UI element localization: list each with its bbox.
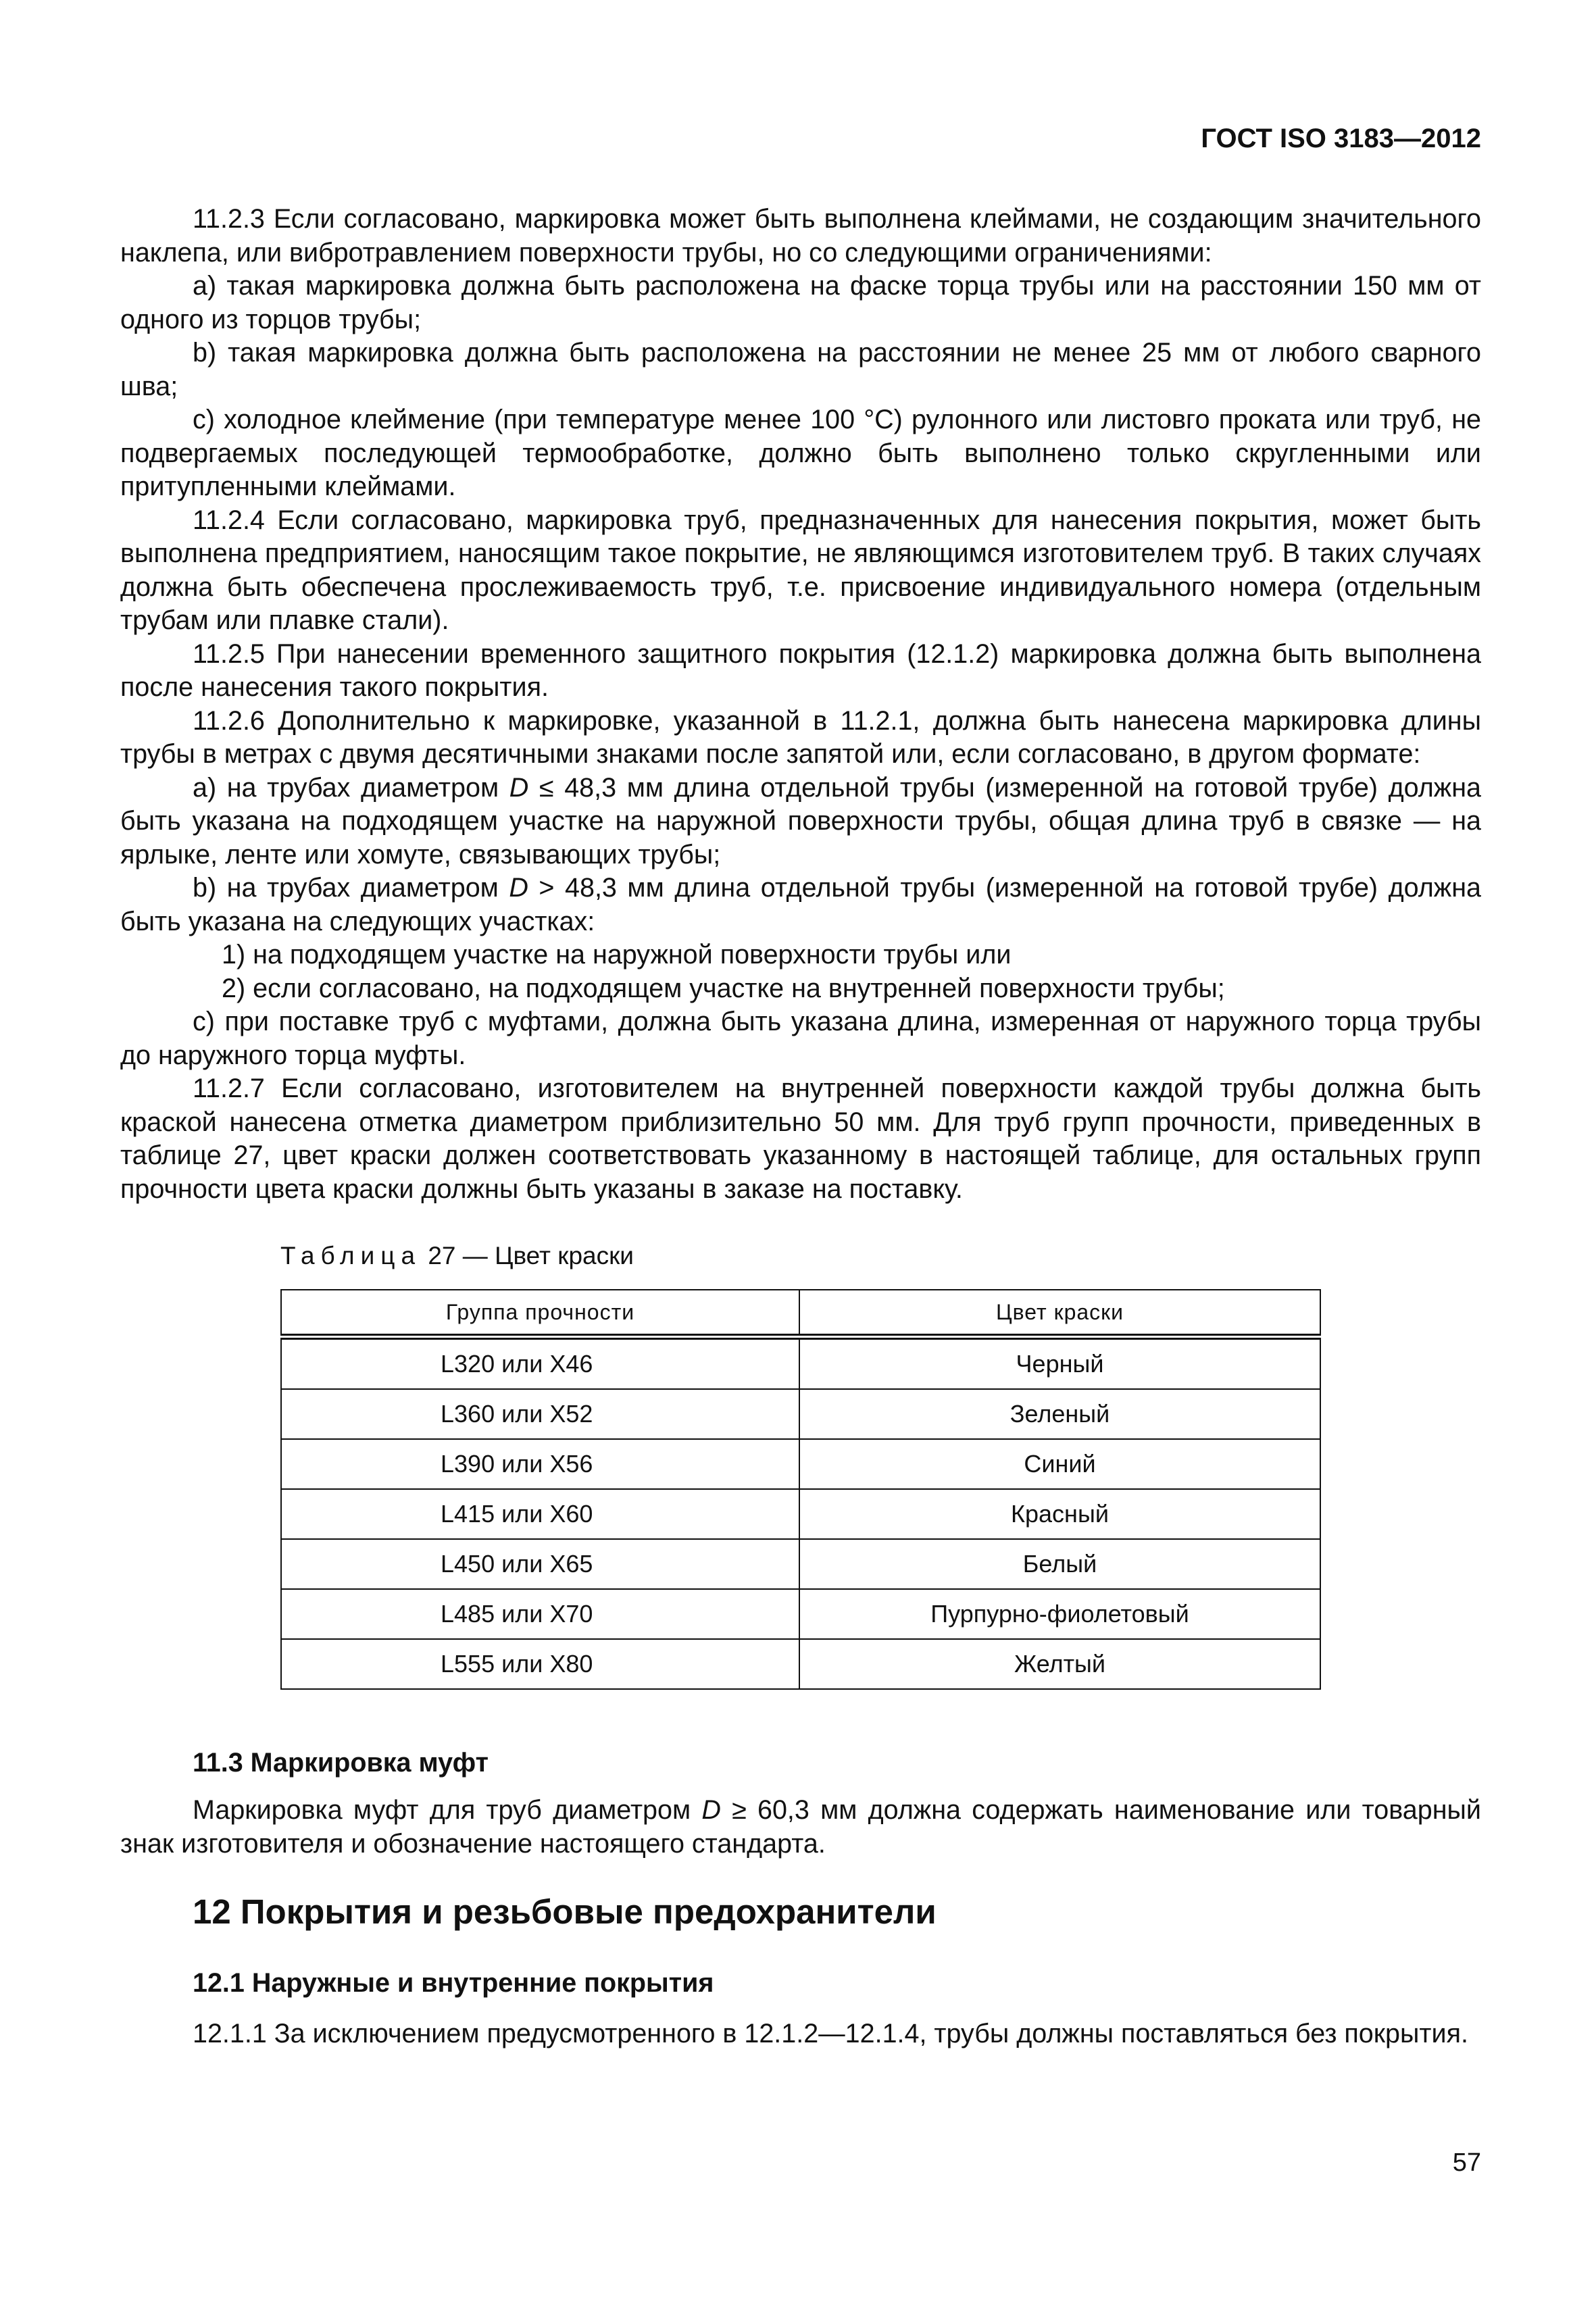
- table-row: [281, 1337, 1320, 1390]
- paragraph-12-1-1: 12.1.1 За исключением предусмотренного в 12.1.2—12.1.4, трубы должны поставляться без покрытия.: [193, 2019, 1468, 2048]
- paragraph-11-2-6-c: с) при поставке труб с муфтами, должна быть указана длина, измеренная от наружного торца трубы до наружного торца муфты.: [120, 1007, 1481, 1070]
- paragraph-11-2-6-a: [120, 772, 1481, 872]
- paint-color-cell: Синий: [799, 1439, 1320, 1489]
- section-12-title: 12 Покрытия и резьбовые предохранители: [193, 1892, 937, 1931]
- standard-code-header: ГОСТ ISO 3183—2012: [1201, 124, 1481, 153]
- strength-group-cell: L450 или X65: [281, 1539, 799, 1589]
- paragraph-11-2-6-b-pre: b) на трубах диаметром: [193, 873, 509, 903]
- strength-group-cell: L555 или X80: [281, 1639, 799, 1689]
- paint-color-table: [280, 1289, 1321, 1690]
- table-row: [281, 1389, 1320, 1439]
- paragraph-11-3-pre: Маркировка муфт для труб диаметром: [193, 1795, 702, 1825]
- table-row: [281, 1539, 1320, 1589]
- table-row: [281, 1489, 1320, 1539]
- paragraph-11-3: [120, 1794, 1481, 1861]
- strength-group-cell: L360 или X52: [281, 1389, 799, 1439]
- table-header-row: [281, 1290, 1320, 1337]
- strength-group-cell: L390 или X56: [281, 1439, 799, 1489]
- paragraph-11-2-3-c: с) холодное клеймение (при температуре менее 100 °С) рулонного или листовго проката или труб, не подвергаемых последующей термообработке, должно быть выполнено только скругленными или притупленными клеймами.: [120, 405, 1481, 501]
- table-caption-word: Таблица: [280, 1242, 422, 1269]
- page-number: 57: [1452, 2148, 1481, 2177]
- main-text-block: [120, 203, 1481, 1206]
- paint-color-cell: Желтый: [799, 1639, 1320, 1689]
- table-caption: [280, 1242, 634, 1270]
- paint-color-cell: Черный: [799, 1337, 1320, 1390]
- paint-color-cell: Красный: [799, 1489, 1320, 1539]
- paragraph-11-2-3: 11.2.3 Если согласовано, маркировка может быть выполнена клеймами, не создающим значительного наклепа, или вибротравлением поверхности трубы, но со следующими ограничениями:: [120, 204, 1481, 268]
- paragraph-11-3-post: ≥ 60,3 мм должна содержать наименование или товарный знак изготовителя и обозначение настоящего стандарта.: [120, 1795, 1481, 1859]
- section-11-3-title: 11.3 Маркировка муфт: [193, 1748, 489, 1778]
- strength-group-cell: L320 или X46: [281, 1337, 799, 1390]
- paragraph-11-2-5: 11.2.5 При нанесении временного защитного покрытия (12.1.2) маркировка должна быть выполнена после нанесения такого покрытия.: [120, 638, 1481, 702]
- diameter-symbol: D: [509, 772, 529, 803]
- paragraph-11-2-6-b-2: 2) если согласовано, на подходящем участке на внутренней поверхности трубы;: [222, 973, 1225, 1003]
- strength-group-cell: L415 или X60: [281, 1489, 799, 1539]
- paragraph-11-2-3-a: а) такая маркировка должна быть расположена на фаске торца трубы или на расстоянии 150 мм от одного из торцов трубы;: [120, 271, 1481, 334]
- diameter-symbol: D: [701, 1795, 721, 1825]
- table-caption-rest: 27 — Цвет краски: [421, 1242, 634, 1269]
- paragraph-11-2-6-b-1: 1) на подходящем участке на наружной поверхности трубы или: [222, 940, 1012, 970]
- paragraph-11-2-6-b: [120, 872, 1481, 938]
- paragraph-11-2-6-b-post: > 48,3 мм длина отдельной трубы (измеренной на готовой трубе) должна быть указана на следующих участках:: [120, 873, 1481, 936]
- section-12-1-title: 12.1 Наружные и внутренние покрытия: [193, 1968, 714, 1998]
- paint-color-cell: Пурпурно-фиолетовый: [799, 1589, 1320, 1639]
- paragraph-11-2-6: 11.2.6 Дополнительно к маркировке, указанной в 11.2.1, должна быть нанесена маркировка длины трубы в метрах с двумя десятичными знаками после запятой или, если согласовано, в другом формате:: [120, 705, 1481, 769]
- paragraph-11-2-7: 11.2.7 Если согласовано, изготовителем на внутренней поверхности каждой трубы должна быть краской нанесена отметка диаметром приблизительно 50 мм. Для труб групп прочности, приведенных в таблице 27, цвет краски должен соответствовать указанному в настоящей таблице, для остальных групп прочности цвета краски должны быть указаны в заказе на поставку.: [120, 1074, 1481, 1204]
- table-row: [281, 1439, 1320, 1489]
- paragraph-11-2-6-a-pre: а) на трубах диаметром: [193, 772, 509, 803]
- strength-group-cell: L485 или X70: [281, 1589, 799, 1639]
- table-row: [281, 1589, 1320, 1639]
- paint-color-cell: Зеленый: [799, 1389, 1320, 1439]
- column-header-strength-group: Группа прочности: [281, 1290, 799, 1337]
- paragraph-11-2-4: 11.2.4 Если согласовано, маркировка труб, предназначенных для нанесения покрытия, может быть выполнена предприятием, наносящим такое покрытие, не являющимся изготовителем труб. В таких случаях должна быть обеспечена прослеживаемость труб, т.е. присвоение индивидуального номера (отдельным трубам или плавке стали).: [120, 505, 1481, 635]
- paragraph-11-2-6-a-post: ≤ 48,3 мм длина отдельной трубы (измеренной на готовой трубе) должна быть указана на подходящем участке на наружной поверхности трубы, общая длина труб в связке — на ярлыке, ленте или хомуте, связывающих трубы;: [120, 772, 1481, 870]
- column-header-paint-color: Цвет краски: [799, 1290, 1320, 1337]
- diameter-symbol: D: [509, 873, 528, 903]
- paragraph-11-2-3-b: b) такая маркировка должна быть расположена на расстоянии не менее 25 мм от любого сварного шва;: [120, 338, 1481, 401]
- table-row: [281, 1639, 1320, 1689]
- paint-color-cell: Белый: [799, 1539, 1320, 1589]
